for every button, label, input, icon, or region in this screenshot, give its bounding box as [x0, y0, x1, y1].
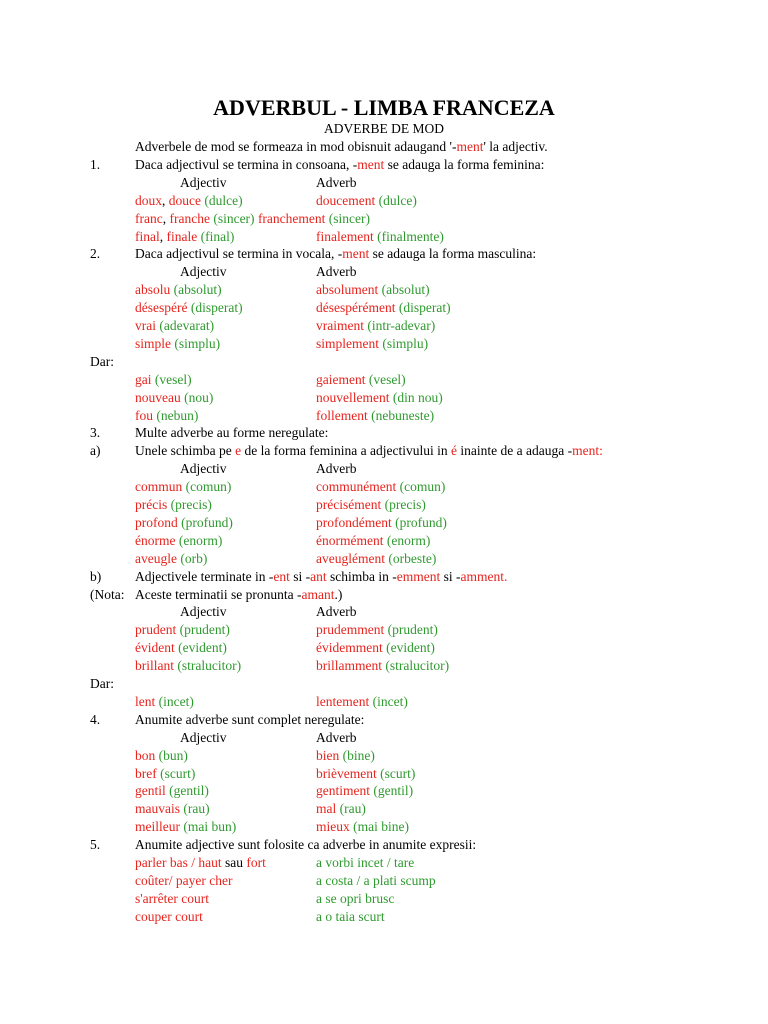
translation-text: (comun) [396, 479, 446, 495]
adverb-cell [316, 621, 438, 638]
translation-text: (incet) [155, 693, 194, 709]
translation-text: (enorm) [383, 532, 431, 548]
plain-text: inainte de a adauga - [457, 443, 573, 459]
text-line [0, 532, 768, 550]
adverb-cell [316, 478, 445, 495]
line-marker: 2. [90, 246, 101, 262]
plain-text: Multe adverbe au forme neregulate: [135, 425, 329, 441]
french-word: désespérément [316, 300, 396, 316]
adjective-cell [135, 192, 243, 209]
translation-text: (bine) [339, 747, 375, 763]
header-adjectiv [180, 174, 227, 191]
french-word: absolument [316, 282, 379, 298]
translation-text: (evident) [382, 640, 435, 656]
header-adjectiv [180, 603, 227, 620]
translation-text: (final) [197, 228, 235, 244]
plain-text: si - [440, 568, 461, 584]
plain-text: Adjectiv [180, 729, 227, 745]
text-line [0, 317, 768, 335]
french-word: évidemment [316, 640, 383, 656]
adverb-cell [316, 800, 366, 817]
translation-text: a costa / a plati scump [316, 872, 436, 888]
text-line [0, 818, 768, 836]
translation-text: (profund) [391, 514, 447, 530]
line-marker: Dar: [90, 353, 114, 369]
plain-text: Anumite adverbe sunt complet neregulate: [135, 711, 365, 727]
line-marker: a) [90, 443, 101, 459]
translation-text: (orbeste) [384, 550, 437, 566]
translation-text: (rau) [336, 801, 366, 817]
french-word: e [235, 443, 242, 459]
french-word: ant [310, 568, 327, 584]
adjective-cell [135, 156, 544, 173]
text-line [0, 854, 768, 872]
header-adverb [316, 263, 357, 280]
french-word: emment [396, 568, 441, 584]
french-word: lentement [316, 693, 370, 709]
french-word: mieux [316, 819, 350, 835]
adverb-cell [316, 639, 435, 656]
french-word: ent [273, 568, 290, 584]
french-word: follement [316, 407, 368, 423]
translation-text: (disperat) [395, 300, 451, 316]
translation-text: a o taia scurt [316, 908, 385, 924]
header-adverb [316, 174, 357, 191]
french-word: commun [135, 479, 183, 495]
text-line [0, 192, 768, 210]
text-line [0, 586, 768, 604]
french-word: vraiment [316, 318, 364, 333]
french-word: ment [456, 139, 484, 154]
translation-text: (enorm) [175, 532, 223, 548]
adjective-cell [135, 693, 194, 710]
plain-text: Adverb [316, 264, 357, 280]
french-word: doux [135, 192, 162, 208]
translation-text: (disperat) [187, 300, 243, 316]
french-word: gai [135, 371, 152, 387]
plain-text: si - [289, 568, 311, 584]
line-marker: Dar: [90, 676, 114, 691]
french-word: mal [316, 801, 337, 817]
plain-text: Adjectiv [180, 264, 227, 280]
plain-text: Daca adjectivul se termina in consoana, - [135, 156, 358, 172]
adjective-cell [135, 496, 212, 513]
french-word: nouvellement [316, 389, 390, 405]
line-marker: 4. [90, 711, 101, 727]
adjective-cell [135, 639, 227, 656]
french-word: amment. [460, 568, 508, 584]
header-adjectiv [180, 460, 227, 477]
adjective-cell [135, 782, 209, 799]
header-adjectiv [180, 263, 227, 280]
translation-text: (orb) [176, 550, 208, 566]
french-word: simplement [316, 335, 379, 351]
translation-text: (simplu) [379, 335, 429, 351]
plain-text: , [162, 192, 169, 208]
plain-text: Adverb [316, 461, 357, 477]
adjective-cell [135, 371, 192, 388]
adjective-cell [135, 514, 233, 531]
translation-text: (nebun) [153, 407, 199, 423]
adverb-cell [316, 407, 434, 424]
text-line [0, 908, 768, 926]
french-word: franc [135, 210, 163, 226]
adjective-cell [135, 836, 476, 853]
text-line [0, 836, 768, 854]
french-word: parler bas / haut [135, 855, 222, 870]
french-word: énormément [316, 532, 384, 548]
french-word: évident [135, 640, 175, 656]
text-line [0, 389, 768, 407]
adverb-cell [316, 532, 430, 549]
french-word: couper court [135, 908, 203, 924]
adverb-cell [316, 747, 375, 764]
translation-text: (bun) [155, 747, 188, 763]
text-line [0, 424, 768, 442]
translation-text: (nebuneste) [367, 407, 435, 423]
text-line [0, 693, 768, 711]
plain-text: Adjectiv [180, 174, 227, 190]
french-word: nouveau [135, 389, 181, 405]
french-word: brillant [135, 658, 174, 674]
french-word: aveuglément [316, 550, 385, 566]
french-word: simple [135, 335, 171, 351]
translation-text: (vesel) [151, 371, 192, 387]
french-word: bien [316, 747, 340, 763]
adjective-cell [135, 765, 195, 782]
translation-text: (dulce) [200, 192, 243, 208]
translation-text: (absolut) [378, 282, 430, 298]
adverb-cell [316, 299, 451, 316]
french-word: vrai [135, 318, 156, 333]
text-line [0, 371, 768, 389]
plain-text: Anumite adjective sunt folosite ca adverbe in anumite expresii: [135, 837, 477, 853]
french-word: gentiment [316, 783, 370, 799]
text-line [0, 299, 768, 317]
adjective-cell [135, 228, 234, 245]
translation-text: (adevarat) [156, 318, 215, 333]
french-word: amant [301, 586, 335, 602]
adjective-cell [135, 818, 236, 835]
adjective-cell [135, 138, 548, 155]
translation-text: (gentil) [370, 783, 414, 799]
text-line [0, 747, 768, 765]
translation-text: (stralucitor) [381, 658, 450, 674]
adjective-cell [135, 800, 210, 817]
adverb-cell [316, 890, 394, 907]
line-marker: 1. [90, 156, 101, 172]
plain-text: de la forma feminina a adjectivului in [241, 443, 452, 459]
text-line [0, 210, 768, 228]
text-line [0, 478, 768, 496]
french-word: meilleur [135, 819, 180, 835]
adjective-cell [135, 389, 213, 406]
plain-text: Daca adjectivul se termina in vocala, - [135, 246, 343, 262]
text-line [0, 514, 768, 532]
translation-text: a se opri brusc [316, 890, 395, 906]
text-line [0, 156, 768, 174]
french-word: précis [135, 497, 168, 512]
translation-text: (profund) [177, 514, 233, 530]
adjective-cell [135, 747, 188, 764]
header-adverb [316, 460, 357, 477]
translation-text: (scurt) [156, 765, 196, 781]
adverb-cell [316, 693, 408, 710]
adverb-cell [316, 335, 428, 352]
translation-text: (scurt) [376, 765, 416, 781]
adverb-cell [316, 782, 413, 799]
french-word: fou [135, 407, 153, 423]
adverb-cell [316, 389, 443, 406]
adjective-cell [135, 568, 507, 585]
plain-text: Adverb [316, 174, 357, 190]
plain-text: se adauga la forma masculina: [369, 246, 537, 262]
text-line [0, 353, 768, 371]
line-marker: 3. [90, 425, 101, 441]
plain-text: , [162, 210, 170, 226]
french-word: absolu [135, 282, 171, 298]
plain-text: schimba in - [326, 568, 397, 584]
text-line [0, 568, 768, 586]
adjective-cell [135, 532, 222, 549]
french-word: finalement [316, 228, 374, 244]
translation-text: (rau) [180, 801, 210, 817]
adjective-cell [135, 299, 243, 316]
adjective-cell [135, 210, 370, 227]
translation-text: (prudent) [176, 622, 230, 638]
line-marker: (Nota: [90, 586, 125, 602]
adverb-cell [316, 228, 444, 245]
text-line [0, 407, 768, 425]
adverb-cell [316, 281, 430, 298]
french-word: douce [168, 192, 201, 208]
text-line [0, 228, 768, 246]
translation-text: (dulce) [375, 192, 417, 208]
text-line [0, 335, 768, 353]
french-word: mauvais [135, 801, 180, 817]
translation-text: (precis) [381, 497, 426, 512]
adverb-cell [316, 496, 426, 513]
translation-text: (gentil) [165, 783, 209, 799]
translation-text: (mai bun) [179, 819, 237, 835]
french-word: bref [135, 765, 157, 781]
french-word: doucement [316, 192, 376, 208]
translation-text: (incet) [369, 693, 408, 709]
adjective-cell [135, 442, 603, 459]
text-line [0, 890, 768, 908]
text-line [0, 675, 768, 693]
french-word: ment [357, 156, 385, 172]
text-line [0, 639, 768, 657]
adverb-cell [316, 371, 406, 388]
plain-text: Aceste terminatii se pronunta - [135, 586, 302, 602]
adverb-cell [316, 514, 447, 531]
adverb-cell [316, 872, 436, 889]
french-word: franchement [257, 210, 326, 226]
french-word: aveugle [135, 550, 177, 566]
text-line [0, 782, 768, 800]
translation-text: a vorbi incet / tare [316, 855, 415, 870]
translation-text: (sincer) [325, 210, 371, 226]
text-line [0, 711, 768, 729]
text-line [0, 281, 768, 299]
french-word: prudent [135, 622, 177, 638]
french-word: prudemment [316, 622, 385, 638]
adjective-cell [135, 335, 220, 352]
plain-text: Adjectiv [180, 461, 227, 477]
french-word: brillamment [316, 658, 382, 674]
text-line [0, 138, 768, 156]
french-word: final [135, 228, 160, 244]
column-header-row [0, 263, 768, 281]
adverb-cell [316, 908, 385, 925]
header-adverb [316, 603, 357, 620]
plain-text: Adverbele de mod se formeaza in mod obisnuit adaugand '- [135, 139, 457, 154]
translation-text: (vesel) [365, 371, 406, 387]
adjective-cell [135, 657, 241, 674]
adverb-cell [316, 550, 436, 567]
translation-text: (din nou) [389, 389, 443, 405]
french-word: profondément [316, 514, 392, 530]
adverb-cell [316, 317, 435, 334]
text-line [0, 442, 768, 460]
french-word: bon [135, 747, 156, 763]
adjective-cell [135, 245, 536, 262]
french-word: finale [166, 228, 198, 244]
text-line [0, 872, 768, 890]
document-title: ADVERBUL - LIMBA FRANCEZA [213, 95, 555, 120]
translation-text: (sincer) [209, 210, 258, 226]
french-word: ment [342, 246, 370, 262]
plain-text: Adverb [316, 604, 357, 620]
plain-text: Adverb [316, 729, 357, 745]
header-adjectiv [180, 729, 227, 746]
adverb-cell [316, 765, 415, 782]
line-marker: 5. [90, 837, 101, 853]
text-line [0, 765, 768, 783]
french-word: désespéré [135, 300, 188, 316]
column-header-row [0, 603, 768, 621]
plain-text: se adauga la forma feminina: [384, 156, 545, 172]
french-word: brièvement [316, 765, 377, 781]
column-header-row [0, 174, 768, 192]
adjective-cell [135, 478, 231, 495]
adjective-cell [135, 621, 230, 638]
adjective-cell [135, 317, 214, 334]
adverb-cell [316, 657, 449, 674]
adjective-cell [135, 407, 198, 424]
adjective-cell [135, 424, 328, 441]
adjective-cell [135, 586, 342, 603]
french-word: gaiement [316, 371, 366, 387]
translation-text: (simplu) [171, 335, 221, 351]
plain-text: Adjectivele terminate in - [135, 568, 274, 584]
adjective-cell [135, 872, 232, 889]
plain-text: sau [221, 855, 247, 870]
adjective-cell [135, 550, 207, 567]
header-adverb [316, 729, 357, 746]
document-subtitle: ADVERBE DE MOD [324, 121, 444, 136]
plain-text: Adjectiv [180, 604, 227, 620]
french-word: gentil [135, 783, 166, 799]
text-line [0, 245, 768, 263]
adjective-cell [135, 908, 203, 925]
text-line [0, 496, 768, 514]
french-word: s'arrêter court [135, 890, 210, 906]
translation-text: (finalmente) [373, 228, 444, 244]
adjective-cell [135, 854, 266, 871]
french-word: ment: [572, 443, 603, 459]
adjective-cell [135, 711, 364, 728]
translation-text: (comun) [182, 479, 232, 495]
french-word: communément [316, 479, 397, 495]
french-word: précisément [316, 497, 382, 512]
french-word: é [451, 443, 458, 459]
translation-text: (intr-adevar) [363, 318, 436, 333]
french-word: franche [169, 210, 210, 226]
column-header-row [0, 460, 768, 478]
translation-text: (nou) [180, 389, 214, 405]
french-word: énorme [135, 532, 176, 548]
adverb-cell [316, 854, 414, 871]
french-word: fort [246, 855, 266, 870]
translation-text: (precis) [167, 497, 212, 512]
adverb-cell [316, 818, 409, 835]
adverb-cell [316, 192, 417, 209]
french-word: profond [135, 514, 178, 530]
translation-text: (mai bine) [349, 819, 409, 835]
french-word: lent [135, 693, 156, 709]
text-line [0, 657, 768, 675]
plain-text: .) [334, 586, 343, 602]
text-line [0, 550, 768, 568]
french-word: coûter/ payer cher [135, 872, 233, 888]
translation-text: (prudent) [384, 622, 438, 638]
text-line [0, 800, 768, 818]
translation-text: (absolut) [170, 282, 222, 298]
plain-text: ' la adjectiv. [483, 139, 548, 154]
translation-text: (evident) [174, 640, 227, 656]
adjective-cell [135, 281, 222, 298]
line-marker: b) [90, 568, 102, 584]
column-header-row [0, 729, 768, 747]
translation-text: (stralucitor) [174, 658, 242, 674]
adjective-cell [135, 890, 209, 907]
text-line [0, 621, 768, 639]
plain-text: , [159, 228, 167, 244]
plain-text: Unele schimba pe [135, 443, 236, 459]
